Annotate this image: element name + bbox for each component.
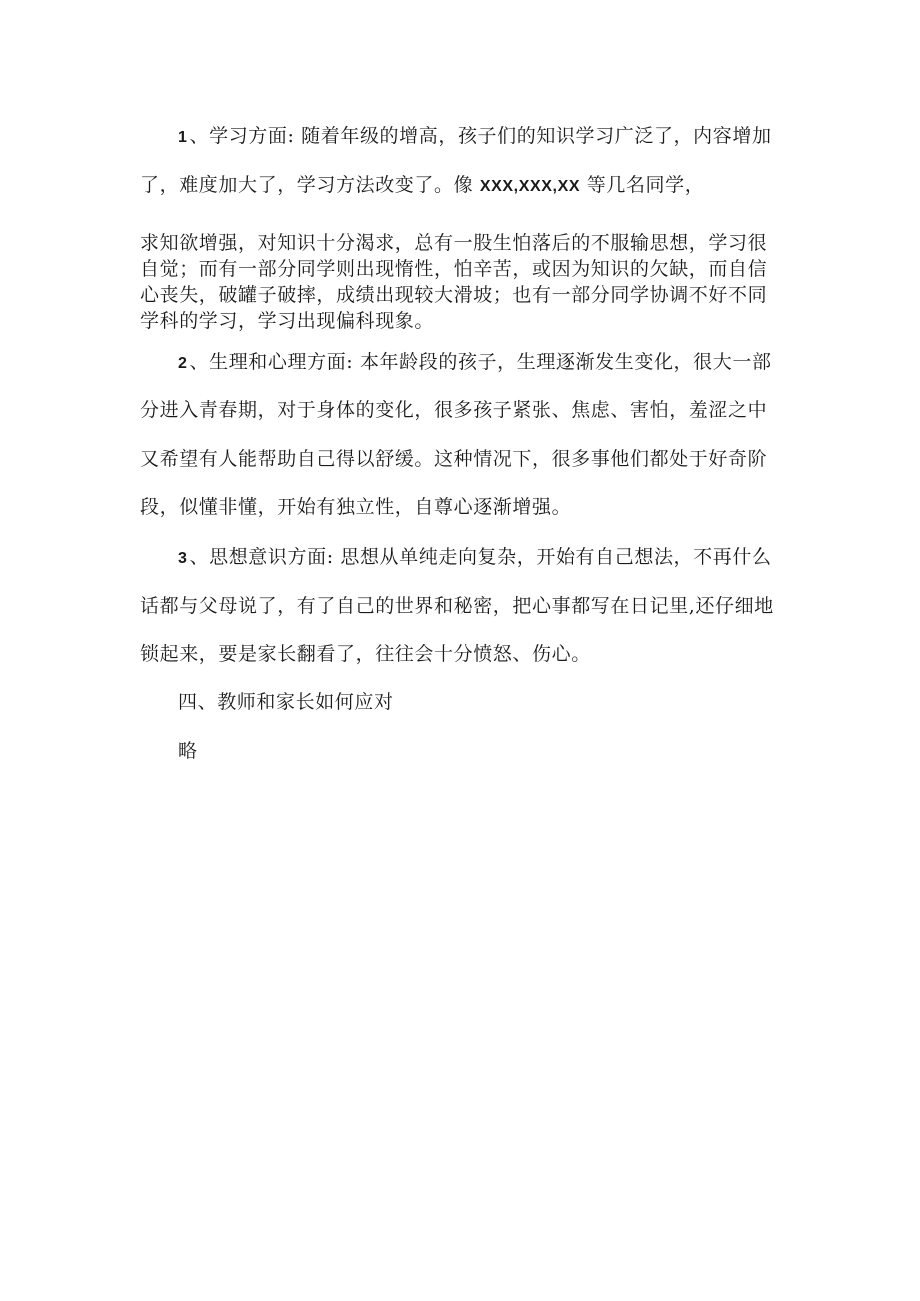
section1-text-line2-pre: 了，难度加大了，学习方法改变了。像 [140,174,480,196]
section1-text-line1: 、学习方面: 随着年级的增高，孩子们的知识学习广泛了，内容增加 [189,125,772,147]
section2-number: 2 [178,355,188,372]
section2-text-line1: 、生理和心理方面: 本年龄段的孩子，生理逐渐发生变化，很大一部 [189,351,772,373]
section1-line4: 自觉；而有一部分同学则出现惰性，怕辛苦，或因为知识的欠缺，而自信 [140,258,768,280]
section1-line3: 求知欲增强，对知识十分渴求，总有一股生怕落后的不服输思想，学习很 [140,232,768,254]
section1-line6: 学科的学习，学习出现偏科现象。 [140,310,435,332]
section1-number: 1 [178,129,188,146]
section1-line1 [178,124,828,150]
section2-line2: 分进入青春期，对于身体的变化，很多孩子紧张、焦虑、害怕，羞涩之中 [140,399,768,421]
section2-line3: 又希望有人能帮助自己得以舒缓。这种情况下，很多事他们都处于好奇阶 [140,448,768,470]
section3-text-line1: 、思想意识方面: 思想从单纯走向复杂，开始有自己想法，不再什么 [189,546,772,568]
section3-line3: 锁起来，要是家长翻看了，往往会十分愤怒、伤心。 [140,643,591,665]
section4-omitted: 略 [178,740,198,762]
section2-line4: 段，似懂非懂，开始有独立性，自尊心逐渐增强。 [140,496,572,518]
section1-line5: 心丧失，破罐子破摔，成绩出现较大滑坡；也有一部分同学协调不好不同 [140,284,768,306]
section4-heading: 四、教师和家长如何应对 [178,691,394,713]
section2-line1 [178,350,828,376]
section1-text-line2-post: 等几名同学， [580,174,705,196]
section3-line2: 话都与父母说了，有了自己的世界和秘密，把心事都写在日记里,还仔细地 [140,595,774,617]
section3-number: 3 [178,550,188,567]
section3-line1 [178,545,828,571]
student-names: XXX,XXX,XX [479,178,581,195]
section1-line2 [140,173,790,199]
